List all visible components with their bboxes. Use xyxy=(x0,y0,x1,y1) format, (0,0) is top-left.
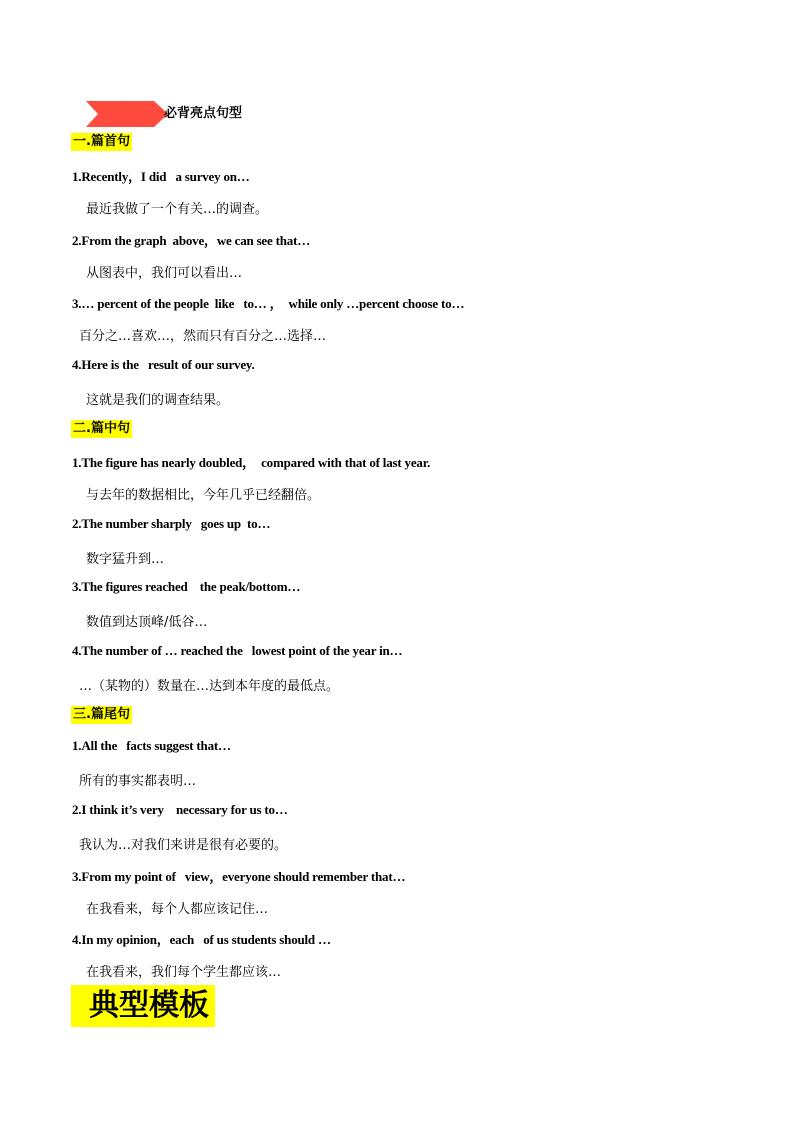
phrase-zh: 所有的事实都表明… xyxy=(79,774,197,789)
phrase-zh: 与去年的数据相比，今年几乎已经翻倍。 xyxy=(86,488,321,503)
phrase-en: 3.The figures reached the peak/bottom… xyxy=(72,579,301,594)
phrase-en: 4.The number of … reached the lowest point of the year in… xyxy=(72,643,403,658)
double-chevron-right-icon xyxy=(86,98,176,130)
phrase-zh: 从图表中，我们可以看出… xyxy=(86,266,243,281)
section-heading xyxy=(86,98,242,130)
phrase-zh: 这就是我们的调查结果。 xyxy=(86,393,230,408)
phrase-zh: 数值到达顶峰/低谷… xyxy=(86,615,208,630)
phrase-zh: …（某物的）数量在…达到本年度的最低点。 xyxy=(79,679,340,694)
heading-label: 必背亮点句型 xyxy=(164,105,243,121)
phrase-en: 1.The figure has nearly doubled， compared with that of last year. xyxy=(72,455,431,470)
phrase-en: 3.… percent of the people like to… ， while only …percent choose to… xyxy=(72,296,465,311)
phrase-zh: 在我看来，每个人都应该记住… xyxy=(86,902,269,917)
phrase-en: 4.In my opinion，each of us students should … xyxy=(72,932,331,947)
phrase-zh: 数字猛升到… xyxy=(86,552,165,567)
phrase-en: 2.The number sharply goes up to… xyxy=(72,516,271,531)
section-label-middle: 二.篇中句 xyxy=(73,421,130,436)
phrase-zh: 最近我做了一个有关…的调查。 xyxy=(86,202,269,217)
phrase-en: 4.Here is the result of our survey. xyxy=(72,357,255,372)
phrase-en: 1.Recently，I did a survey on… xyxy=(72,169,250,184)
template-title: 典型模板 xyxy=(71,985,215,1027)
phrase-zh: 我认为…对我们来讲是很有必要的。 xyxy=(79,838,288,853)
phrase-zh: 在我看来，我们每个学生都应该… xyxy=(86,965,282,980)
phrase-en: 2.From the graph above，we can see that… xyxy=(72,233,311,248)
phrase-en: 3.From my point of view，everyone should remember that… xyxy=(72,869,406,884)
section-label-closing: 三.篇尾句 xyxy=(73,707,130,722)
phrase-en: 2.I think it’s very necessary for us to… xyxy=(72,802,288,817)
section-label-opening: 一.篇首句 xyxy=(73,134,130,149)
phrase-zh: 百分之…喜欢…，然而只有百分之…选择… xyxy=(79,329,327,344)
phrase-en: 1.All the facts suggest that… xyxy=(72,738,231,753)
